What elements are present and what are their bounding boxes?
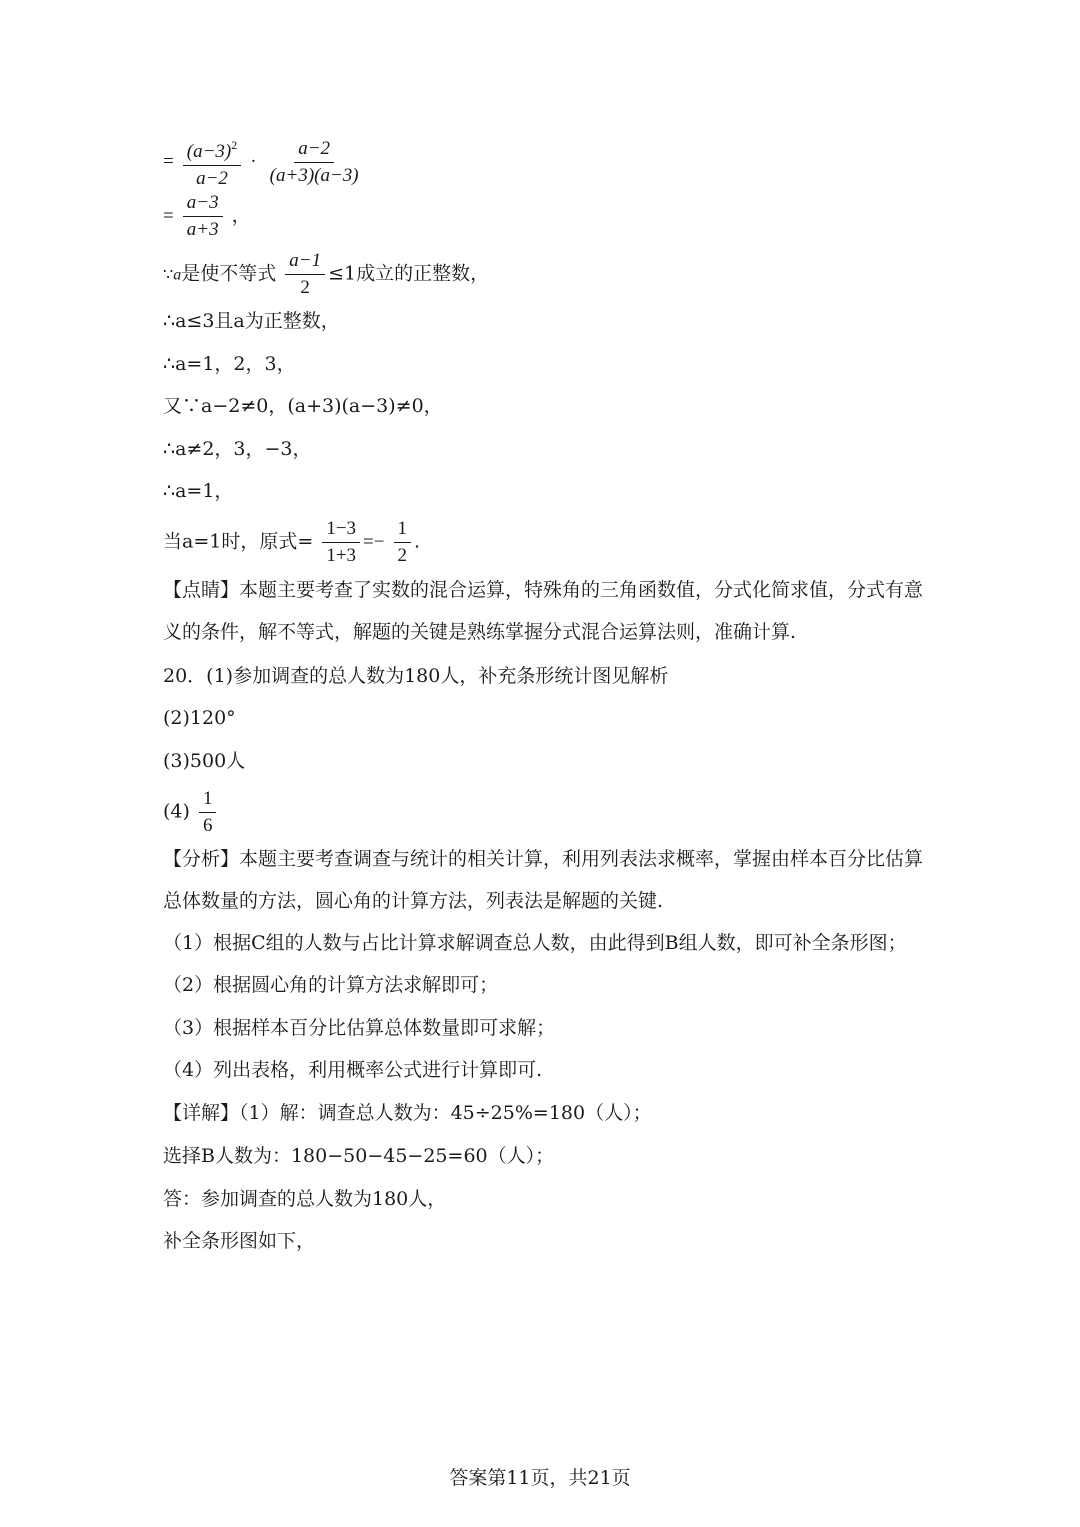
- comma: ，: [231, 204, 251, 227]
- xiangjie-line-2: 选择B人数为：180−50−45−25=60（人）；: [163, 1145, 555, 1167]
- text-line: ∴a=1，2，3，: [163, 353, 296, 375]
- xiangjie-line-3: 答：参加调查的总人数为180人，: [163, 1188, 447, 1210]
- denominator: 2: [397, 545, 408, 566]
- equation-line-1: [163, 134, 366, 190]
- fraction: [199, 788, 217, 837]
- equation-line-2: [163, 192, 251, 241]
- period: .: [414, 530, 421, 553]
- exponent: 2: [231, 138, 238, 152]
- text-line: ∴a=1，: [163, 480, 234, 502]
- text: (4): [163, 800, 190, 823]
- step-1: （1）根据C组的人数与占比计算求解调查总人数，由此得到B组人数，即可补全条形图；: [163, 932, 907, 954]
- denominator: 2: [300, 277, 310, 298]
- xiangjie-line-4: 补全条形图如下，: [163, 1230, 316, 1252]
- fenxi-paragraph: 【分析】本题主要考查调查与统计的相关计算，利用列表法求概率，掌握由样本百分比估算总体数量的方法，圆心角的计算方法，列表法是解题的关键.: [163, 848, 924, 912]
- text: =−: [363, 531, 385, 553]
- numerator: a−1: [285, 250, 325, 275]
- answer-2: (2)120°: [163, 707, 236, 729]
- condition-line: [163, 250, 489, 299]
- dianjing-paragraph: 【点睛】本题主要考查了实数的混合运算，特殊角的三角函数值，分式化简求值，分式有意义的条件，解不等式，解题的关键是熟练掌握分式混合运算法则，准确计算.: [163, 579, 924, 643]
- answer-3: (3)500人: [163, 750, 246, 772]
- page-footer: 答案第11页，共21页: [449, 1467, 631, 1489]
- step-3: （3）根据样本百分比估算总体数量即可求解；: [163, 1017, 556, 1039]
- numerator: 1: [199, 788, 217, 813]
- numerator: 1−3: [322, 518, 360, 543]
- denominator: 1+3: [326, 545, 357, 566]
- text: ≤1成立的正整数，: [328, 262, 490, 285]
- denominator: 6: [202, 815, 213, 836]
- multiply-dot: ·: [250, 151, 257, 172]
- step-2: （2）根据圆心角的计算方法求解即可；: [163, 974, 499, 996]
- text-line: ∴a≤3且a为正整数，: [163, 310, 340, 332]
- denominator: (a+3)(a−3): [269, 164, 359, 186]
- numerator: 1: [394, 518, 412, 543]
- text-line: ∴a≠2，3，−3，: [163, 438, 312, 460]
- answer-4: [163, 788, 219, 837]
- because-symbol: ∵: [163, 264, 174, 284]
- step-4: （4）列出表格，利用概率公式进行计算即可.: [163, 1059, 543, 1081]
- denominator: a+3: [186, 219, 219, 240]
- fraction: [183, 134, 241, 190]
- fraction: [322, 518, 360, 567]
- answer-1: 20．(1)参加调查的总人数为180人，补充条形统计图见解析: [163, 665, 669, 687]
- text: 当a=1时，原式=: [163, 530, 314, 553]
- denominator: a−2: [196, 168, 228, 189]
- fraction: [183, 192, 223, 241]
- fraction: [266, 138, 363, 187]
- text: 是使不等式: [181, 262, 277, 285]
- variable-a: a: [173, 266, 182, 284]
- text-line: 又∵a−2≠0，(a+3)(a−3)≠0，: [163, 395, 443, 417]
- evaluation-line: [163, 518, 420, 567]
- equals-sign: =: [163, 151, 174, 172]
- fraction: [394, 518, 412, 567]
- equals-sign: =: [163, 205, 174, 227]
- numerator: (a−3): [186, 141, 232, 162]
- xiangjie-line-1: 【详解】（1）解：调查总人数为：45÷25%=180（人）；: [163, 1102, 652, 1124]
- numerator: a−3: [183, 192, 223, 217]
- numerator: a−2: [294, 138, 334, 163]
- fraction: [285, 250, 325, 299]
